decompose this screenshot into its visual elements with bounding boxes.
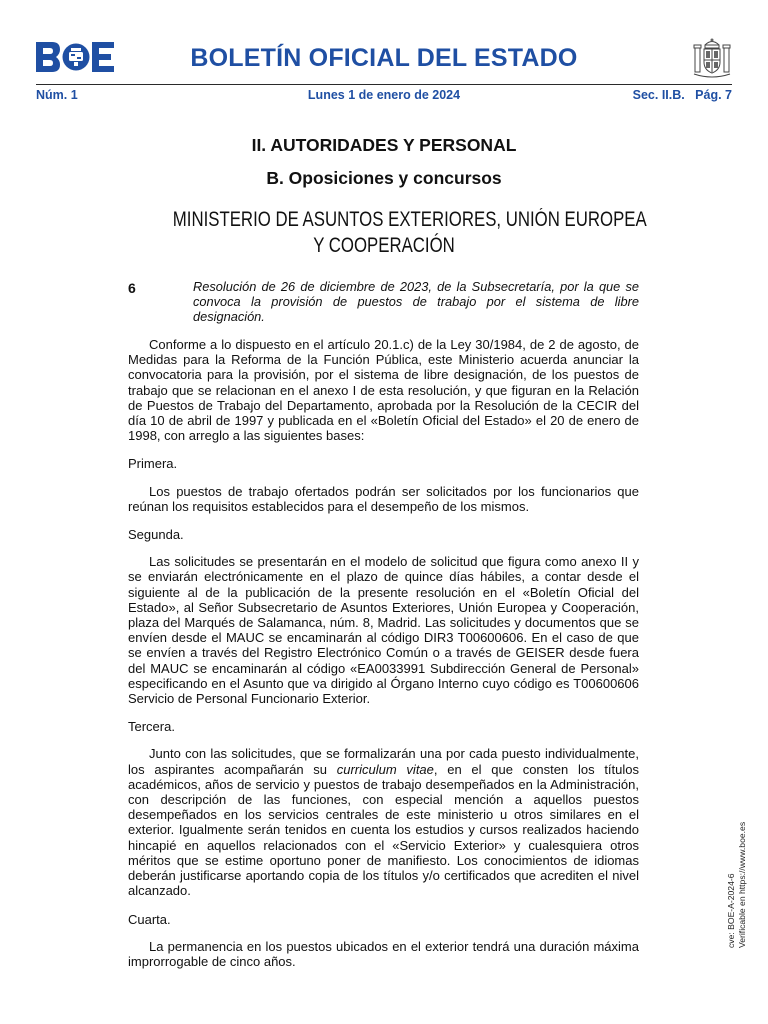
ministry-heading (172, 207, 647, 259)
verify-link[interactable]: Verificable en https://www.boe.es (737, 821, 747, 948)
verification-margin (726, 822, 748, 948)
header-rule (36, 84, 732, 85)
base-heading-cuarta: Cuarta. (128, 911, 171, 927)
boe-logo (36, 42, 114, 72)
resolution-summary: Resolución de 26 de diciembre de 2023, de la Subsecretaría, por la que se convoca la provisión de puestos de trabajo por el sistema de libre designación. (193, 279, 639, 324)
ministry-line-2: Y COOPERACIÓN (313, 234, 455, 257)
base-paragraph-tercera (128, 746, 639, 898)
section-subtitle: B. Oposiciones y concursos (266, 168, 502, 188)
cve-code: cve: BOE-A-2024-6 (726, 873, 736, 948)
base-paragraph-cuarta: La permanencia en los puestos ubicados en el exterior tendrá una duración máxima improrrogable de cinco años. (128, 938, 639, 969)
tercera-text-a: Junto con las solicitudes, que se formalizarán una por cada puesto individualmente, los aspirantes acompañarán su (128, 746, 639, 777)
curriculum-vitae-term: curriculum vitae (336, 761, 434, 777)
base-heading-primera: Primera. (128, 456, 178, 472)
base-heading-tercera: Tercera. (128, 719, 175, 735)
section-title: II. AUTORIDADES Y PERSONAL (251, 135, 517, 155)
document-body (128, 337, 639, 969)
issue-date: Lunes 1 de enero de 2024 (307, 88, 461, 102)
base-heading-segunda: Segunda. (128, 527, 184, 543)
intro-paragraph: Conforme a lo dispuesto en el artículo 20.1.c) de la Ley 30/1984, de 2 de agosto, de Medidas para la Reforma de la Función Pública, este Ministerio acuerda anunciar la convocatoria para la provisión, por el sistema de libre designación, de los puestos de trabajo que se relacionan en el anexo I de esta resolución, y que figuran en la Relación de Puestos de Trabajo del Departamento, aprobada por la Resolución de la CECIR del día 10 de abril de 1997 y publicada en el «Boletín Oficial del Estado» el 20 de enero de 1998, con arreglo a las siguientes bases: (128, 337, 639, 444)
gazette-title: BOLETÍN OFICIAL DEL ESTADO (190, 44, 578, 72)
issue-number: Núm. 1 (36, 88, 78, 102)
section-page: Sec. II.B. Pág. 7 (632, 88, 732, 102)
resolution-number: 6 (128, 280, 136, 296)
ministry-line-1: MINISTERIO DE ASUNTOS EXTERIORES, UNIÓN EUROPEA (172, 208, 647, 231)
tercera-text-b: , en el que consten los títulos académicos, años de servicio y puestos de trabajo desempeñados en la Administración, con descripción de las funciones, con especial mención a aquellos puestos desempeñados en los servicios centrales de este ministerio u otros similares en el exterior. Igualmente serán tenidos en cuenta los estudios y cursos realizados haciendo hincapié en aquellos relacionados con el «Servicio Exterior» y cualesquiera otros méritos que se estime oportuno poner de manifiesto. Los conocimientos de idiomas deberán justificarse aportando copia de los títulos y/o certificados que acrediten el nivel alcanzado. (128, 761, 639, 899)
coat-of-arms-icon (690, 36, 734, 80)
base-paragraph-primera: Los puestos de trabajo ofertados podrán ser solicitados por los funcionarios que reúnan los requisitos establecidos para el desempeño de los mismos. (128, 483, 639, 514)
base-paragraph-segunda: Las solicitudes se presentarán en el modelo de solicitud que figura como anexo II y se enviarán electrónicamente en el plazo de quince días hábiles, a contar desde el siguiente al de la publicación de la presente resolución en el «Boletín Oficial del Estado», al Señor Subsecretario de Asuntos Exteriores, Unión Europea y Cooperación, plaza del Marqués de Salamanca, núm. 8, Madrid. Las solicitudes y documentos que se envíen desde el MAUC se encaminarán al código DIR3 T00600606. En el caso de que se envíen a través del Registro Electrónico Común o a través de GEISER desde fuera del MAUC se encaminarán al código «EA0033991 Subdirección General de Personal» especificando en el Asunto que va dirigido al Órgano Interno cuyo código es T00600606 Servicio de Personal Funcionario Exterior. (128, 554, 639, 707)
